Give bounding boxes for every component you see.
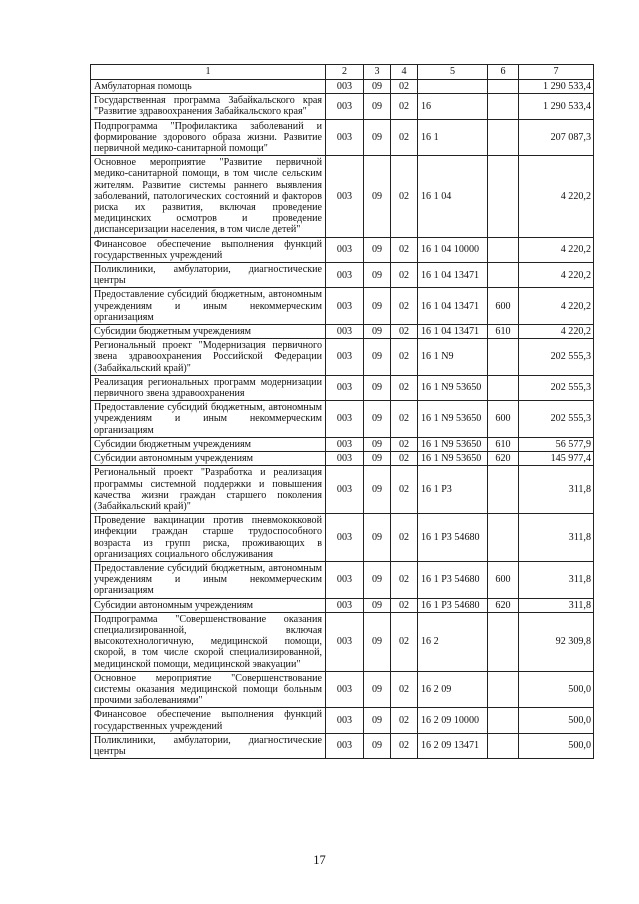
- row-name: Государственная программа Забайкальского края "Развитие здравоохранения Забайкальского края": [91, 94, 326, 119]
- row-col-7: 311,8: [519, 598, 594, 612]
- row-col-2: 003: [326, 708, 364, 733]
- row-col-3: 09: [364, 263, 391, 288]
- row-name: Субсидии бюджетным учреждениям: [91, 437, 326, 451]
- row-col-7: 311,8: [519, 514, 594, 562]
- row-col-5: 16 1 04 13471: [418, 325, 488, 339]
- row-col-7: 4 220,2: [519, 325, 594, 339]
- row-col-7: 202 555,3: [519, 339, 594, 376]
- header-col-5: 5: [418, 65, 488, 80]
- row-col-3: 09: [364, 671, 391, 708]
- table-row: [91, 561, 594, 598]
- row-col-7: 4 220,2: [519, 263, 594, 288]
- row-col-5: 16 1 N9 53650: [418, 375, 488, 400]
- row-col-2: 003: [326, 119, 364, 156]
- header-col-2: 2: [326, 65, 364, 80]
- row-col-4: 02: [391, 375, 418, 400]
- row-name: Поликлиники, амбулатории, диагностические центры: [91, 733, 326, 758]
- row-name: Основное мероприятие "Развитие первичной медико-санитарной помощи, в том числе сельским жителям. Развитие системы раннего выявления заболеваний, патологических состояний и факторов риска их развития, включая проведение медицинских осмотров и проведение диспансеризации населения, в том числе детей": [91, 156, 326, 237]
- row-col-3: 09: [364, 452, 391, 466]
- row-col-4: 02: [391, 708, 418, 733]
- table-row: [91, 612, 594, 671]
- row-col-3: 09: [364, 733, 391, 758]
- table-row: [91, 375, 594, 400]
- row-col-7: 311,8: [519, 466, 594, 514]
- row-col-4: 02: [391, 612, 418, 671]
- row-col-4: 02: [391, 437, 418, 451]
- row-col-6: [488, 94, 519, 119]
- row-col-6: [488, 466, 519, 514]
- row-name: Подпрограмма "Совершенствование оказания специализированной, включая высокотехнологичную, медицинской помощи, скорой, в том числе скорой специализированной, медицинской помощи, медицинской эвакуации": [91, 612, 326, 671]
- row-col-6: [488, 514, 519, 562]
- table-row: [91, 325, 594, 339]
- row-name: Проведение вакцинации против пневмококковой инфекции граждан старше трудоспособного возраста из групп риска, проживающих в организациях социального обслуживания: [91, 514, 326, 562]
- row-col-7: 311,8: [519, 561, 594, 598]
- row-name: Субсидии бюджетным учреждениям: [91, 325, 326, 339]
- row-col-5: 16 1 04 13471: [418, 288, 488, 325]
- row-col-3: 09: [364, 708, 391, 733]
- row-col-6: 600: [488, 401, 519, 438]
- row-name: Основное мероприятие "Совершенствование системы оказания медицинской помощи больным прочими заболеваниями": [91, 671, 326, 708]
- row-col-3: 09: [364, 288, 391, 325]
- row-col-3: 09: [364, 325, 391, 339]
- row-col-3: 09: [364, 437, 391, 451]
- table-row: [91, 339, 594, 376]
- row-col-4: 02: [391, 80, 418, 94]
- row-name: Предоставление субсидий бюджетным, автономным учреждениям и иным некоммерческим организациям: [91, 401, 326, 438]
- table-row: [91, 288, 594, 325]
- row-col-2: 003: [326, 263, 364, 288]
- row-col-6: [488, 80, 519, 94]
- header-col-7: 7: [519, 65, 594, 80]
- row-col-6: [488, 156, 519, 237]
- row-col-7: 207 087,3: [519, 119, 594, 156]
- row-col-5: 16 1 P3 54680: [418, 514, 488, 562]
- row-name: Подпрограмма "Профилактика заболеваний и формирование здорового образа жизни. Развитие первичной медико-санитарной помощи": [91, 119, 326, 156]
- row-col-4: 02: [391, 514, 418, 562]
- row-col-4: 02: [391, 466, 418, 514]
- row-col-5: 16: [418, 94, 488, 119]
- row-col-6: [488, 375, 519, 400]
- row-col-4: 02: [391, 94, 418, 119]
- row-col-2: 003: [326, 325, 364, 339]
- row-col-3: 09: [364, 237, 391, 262]
- table-row: [91, 733, 594, 758]
- row-name: Реализация региональных программ модернизации первичного звена здравоохранения: [91, 375, 326, 400]
- row-col-7: 92 309,8: [519, 612, 594, 671]
- table-row: [91, 452, 594, 466]
- row-name: Субсидии автономным учреждениям: [91, 598, 326, 612]
- row-col-4: 02: [391, 263, 418, 288]
- row-col-4: 02: [391, 237, 418, 262]
- row-col-7: 56 577,9: [519, 437, 594, 451]
- table-row: [91, 94, 594, 119]
- table-row: [91, 401, 594, 438]
- row-col-3: 09: [364, 612, 391, 671]
- row-col-5: 16 1 N9 53650: [418, 437, 488, 451]
- row-col-2: 003: [326, 156, 364, 237]
- row-col-6: [488, 612, 519, 671]
- table-row: [91, 80, 594, 94]
- row-col-6: 610: [488, 437, 519, 451]
- row-col-3: 09: [364, 80, 391, 94]
- header-col-1: 1: [91, 65, 326, 80]
- row-col-2: 003: [326, 466, 364, 514]
- row-col-7: 500,0: [519, 733, 594, 758]
- row-col-6: [488, 119, 519, 156]
- row-col-5: 16 1 N9 53650: [418, 452, 488, 466]
- row-col-3: 09: [364, 119, 391, 156]
- row-col-6: [488, 237, 519, 262]
- row-col-3: 09: [364, 94, 391, 119]
- row-col-2: 003: [326, 237, 364, 262]
- header-col-4: 4: [391, 65, 418, 80]
- row-col-2: 003: [326, 671, 364, 708]
- row-col-4: 02: [391, 339, 418, 376]
- row-col-6: [488, 263, 519, 288]
- row-col-6: 600: [488, 561, 519, 598]
- table-row: [91, 237, 594, 262]
- row-col-2: 003: [326, 375, 364, 400]
- row-col-6: 600: [488, 288, 519, 325]
- row-name: Предоставление субсидий бюджетным, автономным учреждениям и иным некоммерческим организациям: [91, 561, 326, 598]
- row-col-5: 16 1 N9 53650: [418, 401, 488, 438]
- row-col-6: [488, 708, 519, 733]
- row-col-7: 1 290 533,4: [519, 80, 594, 94]
- table-row: [91, 263, 594, 288]
- row-col-6: 620: [488, 452, 519, 466]
- row-col-6: 620: [488, 598, 519, 612]
- row-col-2: 003: [326, 94, 364, 119]
- row-col-3: 09: [364, 466, 391, 514]
- row-col-5: 16 1 04: [418, 156, 488, 237]
- row-name: Поликлиники, амбулатории, диагностические центры: [91, 263, 326, 288]
- row-col-5: 16 2 09 13471: [418, 733, 488, 758]
- row-col-3: 09: [364, 339, 391, 376]
- budget-table: [90, 64, 594, 759]
- row-col-2: 003: [326, 401, 364, 438]
- row-col-7: 4 220,2: [519, 156, 594, 237]
- row-col-4: 02: [391, 156, 418, 237]
- row-col-4: 02: [391, 598, 418, 612]
- row-col-5: 16 1 N9: [418, 339, 488, 376]
- row-col-4: 02: [391, 288, 418, 325]
- row-col-4: 02: [391, 401, 418, 438]
- row-col-2: 003: [326, 612, 364, 671]
- row-col-6: [488, 339, 519, 376]
- row-col-3: 09: [364, 598, 391, 612]
- row-name: Финансовое обеспечение выполнения функций государственных учреждений: [91, 708, 326, 733]
- header-col-6: 6: [488, 65, 519, 80]
- row-name: Региональный проект "Разработка и реализация программы системной поддержки и повышения качества жизни граждан старшего поколения (Забайкальский край)": [91, 466, 326, 514]
- row-col-2: 003: [326, 561, 364, 598]
- table-row: [91, 598, 594, 612]
- row-col-4: 02: [391, 561, 418, 598]
- row-name: Финансовое обеспечение выполнения функций государственных учреждений: [91, 237, 326, 262]
- row-col-5: 16 1 04 10000: [418, 237, 488, 262]
- row-col-3: 09: [364, 401, 391, 438]
- row-col-2: 003: [326, 437, 364, 451]
- row-col-3: 09: [364, 156, 391, 237]
- row-col-3: 09: [364, 514, 391, 562]
- row-col-2: 003: [326, 598, 364, 612]
- row-col-2: 003: [326, 452, 364, 466]
- row-name: Региональный проект "Модернизация первичного звена здравоохранения Российской Федерации (Забайкальский край)": [91, 339, 326, 376]
- row-col-2: 003: [326, 339, 364, 376]
- table-row: [91, 466, 594, 514]
- row-col-6: 610: [488, 325, 519, 339]
- row-col-3: 09: [364, 561, 391, 598]
- row-col-4: 02: [391, 325, 418, 339]
- row-col-4: 02: [391, 452, 418, 466]
- row-col-7: 4 220,2: [519, 237, 594, 262]
- row-name: Субсидии автономным учреждениям: [91, 452, 326, 466]
- table-row: [91, 514, 594, 562]
- table-row: [91, 437, 594, 451]
- row-col-7: 1 290 533,4: [519, 94, 594, 119]
- row-col-5: 16 1 P3: [418, 466, 488, 514]
- header-col-3: 3: [364, 65, 391, 80]
- page-number: 17: [313, 853, 326, 867]
- row-col-4: 02: [391, 671, 418, 708]
- row-col-7: 4 220,2: [519, 288, 594, 325]
- table-row: [91, 156, 594, 237]
- row-col-4: 02: [391, 119, 418, 156]
- row-col-5: 16 2 09 10000: [418, 708, 488, 733]
- table-row: [91, 119, 594, 156]
- row-name: Амбулаторная помощь: [91, 80, 326, 94]
- row-col-5: 16 2: [418, 612, 488, 671]
- row-col-5: 16 1: [418, 119, 488, 156]
- row-col-3: 09: [364, 375, 391, 400]
- header-row: [91, 65, 594, 80]
- row-col-6: [488, 671, 519, 708]
- row-col-7: 500,0: [519, 708, 594, 733]
- row-col-7: 202 555,3: [519, 401, 594, 438]
- row-col-5: 16 2 09: [418, 671, 488, 708]
- row-col-7: 500,0: [519, 671, 594, 708]
- row-col-2: 003: [326, 514, 364, 562]
- row-col-4: 02: [391, 733, 418, 758]
- row-col-5: 16 1 P3 54680: [418, 598, 488, 612]
- table-row: [91, 708, 594, 733]
- row-col-5: 16 1 P3 54680: [418, 561, 488, 598]
- row-col-2: 003: [326, 288, 364, 325]
- row-col-2: 003: [326, 733, 364, 758]
- row-col-7: 145 977,4: [519, 452, 594, 466]
- table-row: [91, 671, 594, 708]
- row-col-5: 16 1 04 13471: [418, 263, 488, 288]
- row-col-6: [488, 733, 519, 758]
- row-col-7: 202 555,3: [519, 375, 594, 400]
- row-col-2: 003: [326, 80, 364, 94]
- row-col-5: [418, 80, 488, 94]
- row-name: Предоставление субсидий бюджетным, автономным учреждениям и иным некоммерческим организациям: [91, 288, 326, 325]
